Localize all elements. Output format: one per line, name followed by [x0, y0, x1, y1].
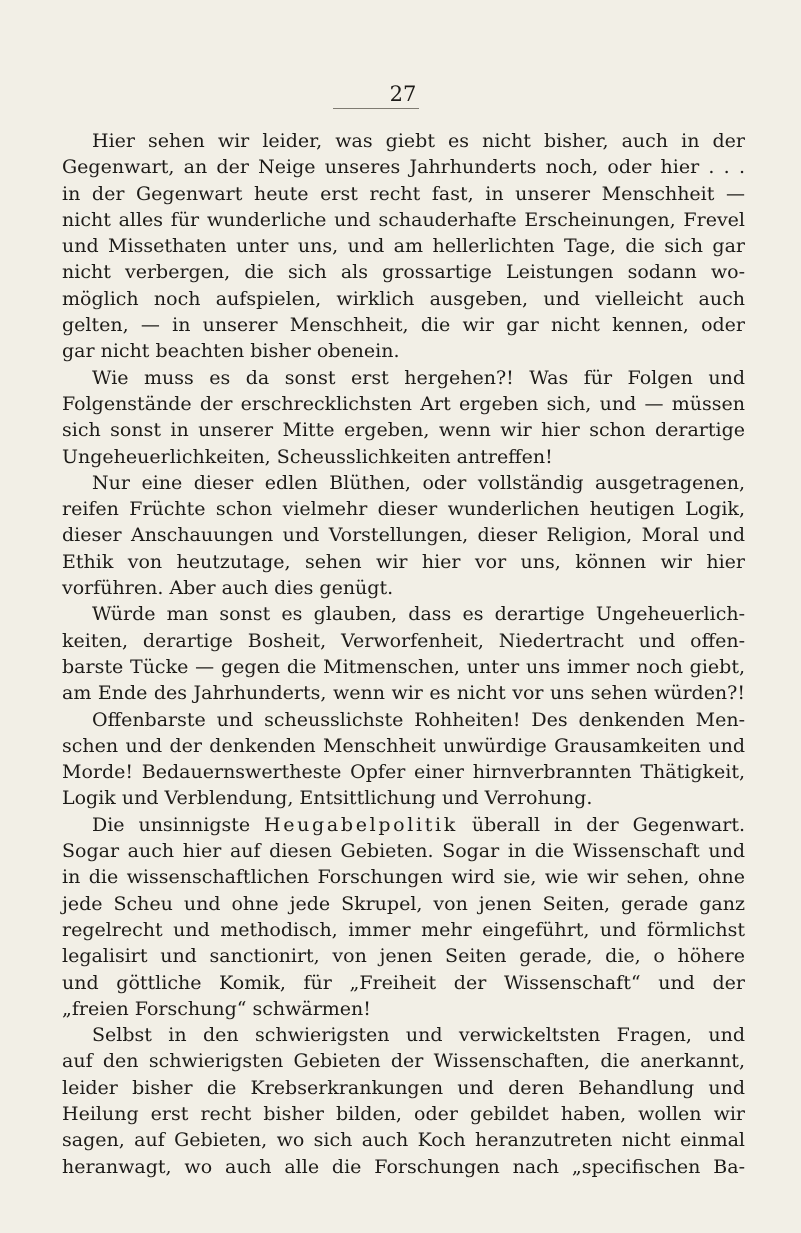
page-number-rule [333, 108, 419, 109]
text-line: Morde! Bedauernswertheste Opfer einer hirnverbrannten Thätigkeit, [62, 761, 745, 784]
text-line: Folgenstände der erschrecklichsten Art ergeben sich, und — müssen [62, 392, 745, 415]
text-line: nicht verbergen, die sich als grossartige Leistungen sodann wo- [62, 261, 745, 284]
text-line: dieser Anschauungen und Vorstellungen, dieser Religion, Moral und [62, 524, 745, 547]
body-text [62, 128, 745, 1180]
text-line: sagen, auf Gebieten, wo sich auch Koch heranzutreten nicht einmal [62, 1129, 745, 1152]
text-line: reifen Früchte schon vielmehr dieser wunderlichen heutigen Logik, [62, 498, 745, 521]
text-line: Würde man sonst es glauben, dass es derartige Ungeheuerlich- [92, 603, 745, 626]
text-line: legalisirt und sanctionirt, von jenen Seiten gerade, die, o höhere [62, 945, 745, 968]
text-line: auf den schwierigsten Gebieten der Wissenschaften, die anerkannt, [62, 1050, 745, 1073]
text-line: Hier sehen wir leider, was giebt es nicht bisher, auch in der [92, 130, 745, 152]
text-segment: überall in der Gegenwart. [457, 813, 745, 836]
text-line: Offenbarste und scheusslichste Rohheiten! Des denkenden Men- [92, 708, 745, 731]
spaced-emphasis: Heugabelpolitik [264, 813, 458, 836]
text-line: leider bisher die Krebserkrankungen und deren Behandlung und [62, 1076, 745, 1099]
text-line: „freien Forschung“ schwärmen! [62, 997, 371, 1020]
text-segment: Die unsinnigste [92, 813, 265, 836]
text-line: Logik und Verblendung, Entsittlichung und Verrohung. [62, 787, 593, 810]
text-line: gelten, — in unserer Menschheit, die wir gar nicht kennen, oder [62, 314, 745, 337]
text-line: barste Tücke — gegen die Mitmenschen, unter uns immer noch giebt, [62, 655, 745, 678]
text-line: schen und der denkenden Menschheit unwürdige Grausamkeiten und [62, 734, 745, 757]
text-line: und Missethaten unter uns, und am hellerlichten Tage, die sich gar [62, 235, 745, 258]
text-line: Ethik von heutzutage, sehen wir hier vor uns, können wir hier [62, 550, 745, 573]
text-line: keiten, derartige Bosheit, Verworfenheit, Niedertracht und offen- [62, 629, 745, 652]
text-line: in der Gegenwart heute erst recht fast, in unserer Menschheit — [62, 182, 745, 205]
text-line: jede Scheu und ohne jede Skrupel, von jenen Seiten, gerade ganz [62, 892, 745, 915]
text-line: vorführen. Aber auch dies genügt. [62, 577, 394, 600]
text-line [62, 812, 745, 838]
text-line: Ungeheuerlichkeiten, Scheusslichkeiten antreffen! [62, 445, 553, 468]
text-line: Wie muss es da sonst erst hergehen?! Was für Folgen und [92, 366, 745, 389]
text-line: in die wissenschaftlichen Forschungen wird sie, wie wir sehen, ohne [62, 866, 745, 889]
text-line: am Ende des Jahrhunderts, wenn wir es nicht vor uns sehen würden?! [62, 682, 745, 705]
text-line: gar nicht beachten bisher obenein. [62, 340, 400, 363]
text-line: nicht alles für wunderliche und schauderhafte Erscheinungen, Frevel [62, 208, 745, 231]
text-line: Selbst in den schwierigsten und verwickeltsten Fragen, und [92, 1024, 745, 1047]
text-line: Nur eine dieser edlen Blüthen, oder vollständig ausgetragenen, [92, 471, 745, 494]
text-line: heranwagt, wo auch alle die Forschungen nach „specifischen Ba- [62, 1155, 745, 1178]
text-line: Sogar auch hier auf diesen Gebieten. Sogar in die Wissenschaft und [62, 840, 745, 863]
text-line: möglich noch aufspielen, wirklich ausgeben, und vielleicht auch [62, 287, 745, 310]
page-number: 27 [389, 82, 417, 106]
text-line: Gegenwart, an der Neige unseres Jahrhunderts noch, oder hier . . . [62, 156, 745, 179]
text-line: sich sonst in unserer Mitte ergeben, wenn wir hier schon derartige [62, 419, 745, 442]
text-line: regelrecht und methodisch, immer mehr eingeführt, und förmlichst [62, 918, 745, 941]
text-line: und göttliche Komik, für „Freiheit der Wissenschaft“ und der [62, 971, 745, 994]
text-line: Heilung erst recht bisher bilden, oder gebildet haben, wollen wir [62, 1102, 745, 1125]
